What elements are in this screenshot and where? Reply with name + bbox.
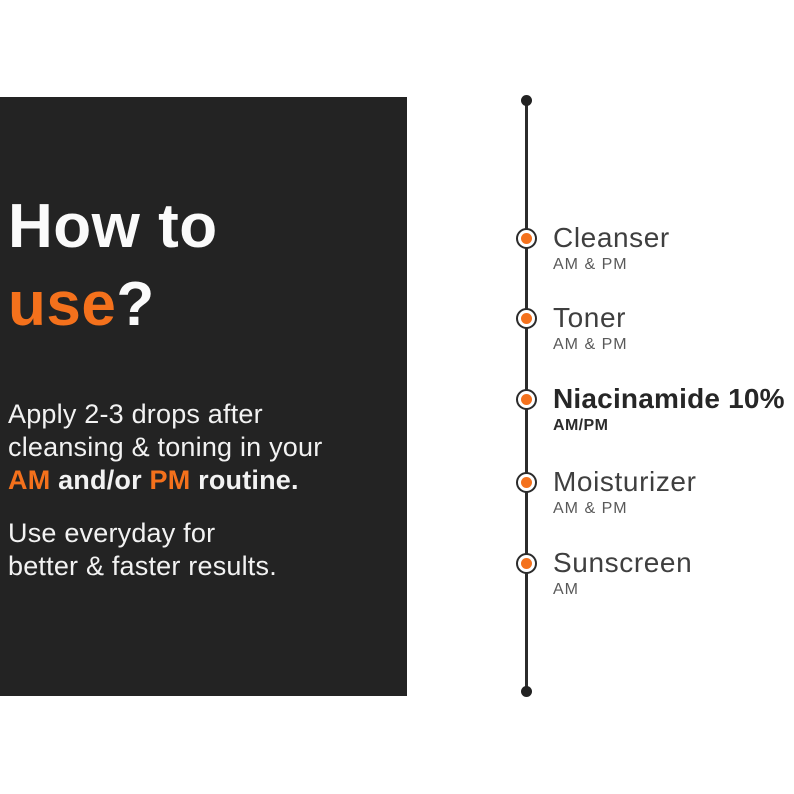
step-name: Moisturizer <box>553 466 697 497</box>
orange-dot-icon <box>521 233 532 244</box>
timeline-start-dot <box>521 95 532 106</box>
usage-instructions <box>8 398 322 497</box>
orange-dot-icon <box>521 313 532 324</box>
andor-text: and/or <box>50 465 150 495</box>
orange-dot-icon <box>521 558 532 569</box>
usage-line-3 <box>8 465 299 495</box>
timeline-node-icon <box>516 472 537 493</box>
timeline-node-icon <box>516 553 537 574</box>
step-time: AM <box>553 581 579 598</box>
step-name: Niacinamide 10% <box>553 383 785 414</box>
step-name: Sunscreen <box>553 547 693 578</box>
frequency-line-1: Use everyday for <box>8 518 216 548</box>
orange-dot-icon <box>521 394 532 405</box>
page-title-suffix: ? <box>116 270 155 339</box>
timeline-node-icon <box>516 389 537 410</box>
step-time: AM & PM <box>553 336 628 353</box>
page-title-accent: use <box>8 270 117 339</box>
usage-line-1: Apply 2-3 drops after <box>8 399 263 429</box>
page-title <box>8 188 218 344</box>
step-time: AM & PM <box>553 500 628 517</box>
routine-text: routine. <box>190 465 299 495</box>
frequency-line-2: better & faster results. <box>8 551 277 581</box>
left-dark-panel <box>0 97 407 696</box>
page-title-line1: How to <box>8 192 218 261</box>
am-accent: AM <box>8 465 51 495</box>
step-name: Cleanser <box>553 222 670 253</box>
step-time: AM/PM <box>553 417 609 434</box>
timeline-node-icon <box>516 228 537 249</box>
timeline-node-icon <box>516 308 537 329</box>
orange-dot-icon <box>521 477 532 488</box>
frequency-note <box>8 517 277 583</box>
step-time: AM & PM <box>553 256 628 273</box>
usage-line-2: cleansing & toning in your <box>8 432 323 462</box>
pm-accent: PM <box>149 465 191 495</box>
step-name: Toner <box>553 302 627 333</box>
timeline-end-dot <box>521 686 532 697</box>
